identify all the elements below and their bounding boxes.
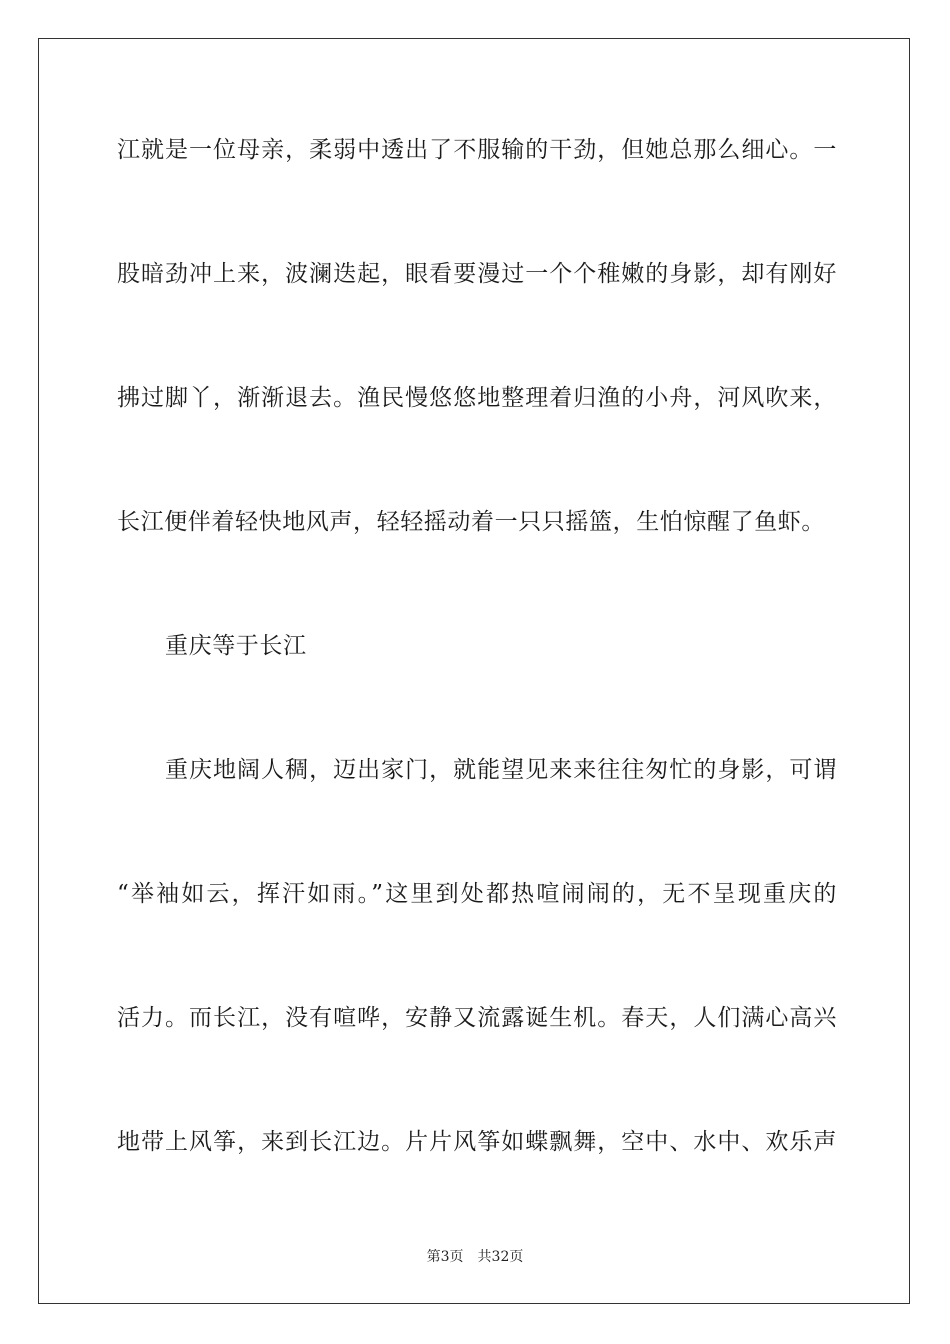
page-footer xyxy=(0,1248,950,1266)
body-text-line: 江就是一位母亲，柔弱中透出了不服输的干劲，但她总那么细心。一 xyxy=(117,137,837,163)
page-border xyxy=(38,38,910,1304)
page-number: 第3页 xyxy=(426,1249,464,1265)
body-text-line: 重庆地阔人稠，迈出家门，就能望见来来往往匆忙的身影，可谓 xyxy=(165,757,837,783)
body-text-line: 长江便伴着轻快地风声，轻轻摇动着一只只摇篮，生怕惊醒了鱼虾。 xyxy=(117,509,825,535)
body-text-line: 拂过脚丫，渐渐退去。渔民慢悠悠地整理着归渔的小舟，河风吹来， xyxy=(117,385,837,411)
body-text-line: 地带上风筝，来到长江边。片片风筝如蝶飘舞，空中、水中、欢乐声 xyxy=(117,1129,837,1155)
body-text-line: “举袖如云，挥汗如雨。”这里到处都热喧闹闹的，无不呈现重庆的 xyxy=(117,881,837,907)
body-text-line: 活力。而长江，没有喧哗，安静又流露诞生机。春天，人们满心高兴 xyxy=(117,1005,837,1031)
page-total: 共32页 xyxy=(477,1249,524,1265)
section-heading: 重庆等于长江 xyxy=(165,633,307,659)
body-text-line: 股暗劲冲上来，波澜迭起，眼看要漫过一个个稚嫩的身影，却有刚好 xyxy=(117,261,837,287)
